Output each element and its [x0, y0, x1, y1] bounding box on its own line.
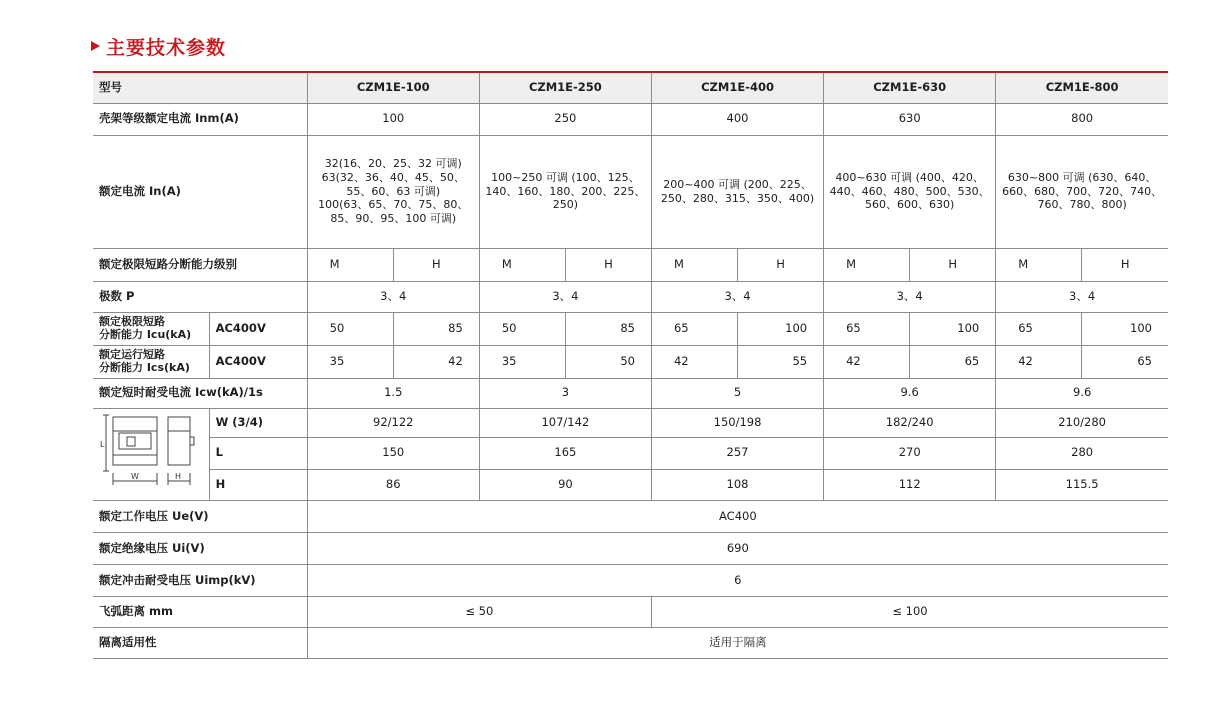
dim-l-value: 165 [479, 437, 651, 469]
frame-current-label: 壳架等级额定电流 Inm(A) [93, 103, 307, 135]
isolation-label: 隔离适用性 [93, 628, 307, 659]
rated-current-label: 额定电流 In(A) [93, 135, 307, 248]
icu-voltage: AC400V [209, 312, 307, 345]
header-model-400: CZM1E-400 [651, 72, 823, 103]
ics-value: 42 [996, 345, 1082, 378]
poles-value: 3、4 [307, 281, 479, 312]
icw-value: 9.6 [824, 378, 996, 408]
dim-w-value: 92/122 [307, 408, 479, 437]
arc-label: 飞弧距离 mm [93, 597, 307, 628]
dim-h-label: H [209, 470, 307, 501]
frame-current-value: 250 [479, 103, 651, 135]
grade-h: H [393, 248, 479, 281]
table-row [93, 565, 1168, 597]
header-model-100: CZM1E-100 [307, 72, 479, 103]
icu-value: 85 [565, 312, 651, 345]
table-row [93, 312, 1168, 345]
dimension-diagram [93, 408, 209, 501]
table-row [93, 281, 1168, 312]
frame-current-value: 800 [996, 103, 1168, 135]
breaking-grade-label: 额定极限短路分断能力级别 [93, 248, 307, 281]
grade-h: H [565, 248, 651, 281]
ics-value: 42 [824, 345, 910, 378]
dim-l-value: 257 [651, 437, 823, 469]
dim-h-value: 90 [479, 470, 651, 501]
rated-current-value: 400~630 可调 (400、420、 440、460、480、500、530、 560、600、630) [824, 135, 996, 248]
arc-value-large: ≤ 100 [651, 597, 1168, 628]
grade-m: M [824, 248, 910, 281]
table-row [93, 378, 1168, 408]
table-row [93, 501, 1168, 533]
section-heading [91, 31, 226, 61]
poles-value: 3、4 [824, 281, 996, 312]
grade-h: H [1082, 248, 1168, 281]
section-title: 主要技术参数 [106, 36, 227, 59]
rated-current-value: 100~250 可调 (100、125、 140、160、180、200、225、 250) [479, 135, 651, 248]
table-row [93, 533, 1168, 565]
spec-table [93, 71, 1168, 659]
table-row [93, 437, 1168, 469]
header-model-label: 型号 [93, 72, 307, 103]
ics-value: 65 [910, 345, 996, 378]
table-row [93, 470, 1168, 501]
icw-value: 5 [651, 378, 823, 408]
icw-label: 额定短时耐受电流 Icw(kA)/1s [93, 378, 307, 408]
dim-w-value: 210/280 [996, 408, 1168, 437]
icu-value: 65 [996, 312, 1082, 345]
rated-current-value: 200~400 可调 (200、225、 250、280、315、350、400) [651, 135, 823, 248]
dim-w-value: 182/240 [824, 408, 996, 437]
poles-value: 3、4 [996, 281, 1168, 312]
diagram-label-w: W [131, 471, 139, 481]
header-model-800: CZM1E-800 [996, 72, 1168, 103]
icw-value: 9.6 [996, 378, 1168, 408]
dim-l-value: 150 [307, 437, 479, 469]
breaker-outline-icon [93, 409, 209, 497]
ics-value: 35 [479, 345, 565, 378]
uimp-label: 额定冲击耐受电压 Uimp(kV) [93, 565, 307, 597]
header-model-630: CZM1E-630 [824, 72, 996, 103]
dim-h-value: 86 [307, 470, 479, 501]
grade-h: H [910, 248, 996, 281]
ics-label [93, 345, 209, 378]
dim-h-value: 115.5 [996, 470, 1168, 501]
header-model-250: CZM1E-250 [479, 72, 651, 103]
icu-value: 100 [1082, 312, 1168, 345]
ics-value: 55 [738, 345, 824, 378]
rated-current-value: 32(16、20、25、32 可调) 63(32、36、40、45、50、 55、60、63 可调) 100(63、65、70、75、80、 85、90、95、100 可调) [307, 135, 479, 248]
triangle-bullet-icon [91, 41, 100, 51]
frame-current-value: 400 [651, 103, 823, 135]
icw-value: 3 [479, 378, 651, 408]
grade-m: M [996, 248, 1082, 281]
icu-value: 65 [651, 312, 737, 345]
icu-value: 100 [738, 312, 824, 345]
ui-label: 额定绝缘电压 Ui(V) [93, 533, 307, 565]
ics-value: 50 [565, 345, 651, 378]
uimp-value: 6 [307, 565, 1168, 597]
table-row [93, 135, 1168, 248]
poles-label: 极数 P [93, 281, 307, 312]
table-row [93, 628, 1168, 659]
dim-w-value: 150/198 [651, 408, 823, 437]
dim-l-value: 270 [824, 437, 996, 469]
diagram-label-h: H [175, 471, 182, 481]
ics-voltage: AC400V [209, 345, 307, 378]
icu-value: 50 [307, 312, 393, 345]
poles-value: 3、4 [651, 281, 823, 312]
table-header-row [93, 72, 1168, 103]
ics-label-line1: 额定运行短路 [99, 347, 165, 361]
ics-value: 65 [1082, 345, 1168, 378]
table-row [93, 345, 1168, 378]
table-row [93, 597, 1168, 628]
grade-h: H [738, 248, 824, 281]
table-row [93, 103, 1168, 135]
icu-label-line1: 额定极限短路 [99, 314, 165, 328]
frame-current-value: 100 [307, 103, 479, 135]
ue-label: 额定工作电压 Ue(V) [93, 501, 307, 533]
ics-value: 42 [651, 345, 737, 378]
dim-l-value: 280 [996, 437, 1168, 469]
rated-current-value: 630~800 可调 (630、640、 660、680、700、720、740、 760、780、800) [996, 135, 1168, 248]
isolation-value: 适用于隔离 [307, 628, 1168, 659]
icu-value: 65 [824, 312, 910, 345]
ue-value: AC400 [307, 501, 1168, 533]
dim-w-value: 107/142 [479, 408, 651, 437]
arc-value-small: ≤ 50 [307, 597, 651, 628]
frame-current-value: 630 [824, 103, 996, 135]
ui-value: 690 [307, 533, 1168, 565]
icu-value: 50 [479, 312, 565, 345]
icw-value: 1.5 [307, 378, 479, 408]
dim-l-label: L [209, 437, 307, 469]
icu-value: 85 [393, 312, 479, 345]
icu-label [93, 312, 209, 345]
table-row [93, 408, 1168, 437]
diagram-label-l: L [100, 439, 105, 449]
ics-value: 35 [307, 345, 393, 378]
table-row [93, 248, 1168, 281]
grade-m: M [479, 248, 565, 281]
dim-h-value: 108 [651, 470, 823, 501]
ics-label-line2: 分断能力 Ics(kA) [99, 360, 190, 374]
ics-value: 42 [393, 345, 479, 378]
grade-m: M [651, 248, 737, 281]
dim-h-value: 112 [824, 470, 996, 501]
icu-label-line2: 分断能力 Icu(kA) [99, 327, 192, 341]
icu-value: 100 [910, 312, 996, 345]
grade-m: M [307, 248, 393, 281]
poles-value: 3、4 [479, 281, 651, 312]
dim-w-label: W (3/4) [209, 408, 307, 437]
